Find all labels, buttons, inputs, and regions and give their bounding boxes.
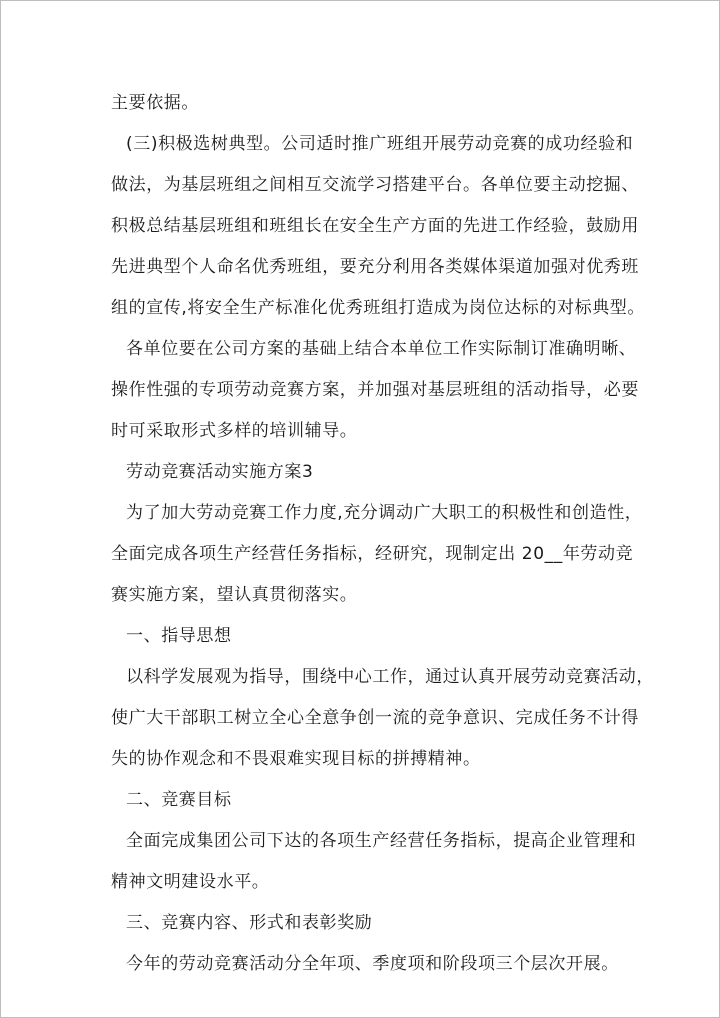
section-heading: 一、指导思想 xyxy=(126,626,232,646)
paragraph-start-line: 今年的劳动竞赛活动分全年项、季度项和阶段项三个层次开展。 xyxy=(126,954,619,974)
paragraph-start-line: 为了加大劳动竞赛工作力度,充分调动广大职工的积极性和创造性， xyxy=(126,503,643,523)
section-heading: 三、竞赛内容、形式和表彰奖励 xyxy=(126,913,373,933)
paragraph-start-line: 全面完成集团公司下达的各项生产经营任务指标，提高企业管理和 xyxy=(126,831,637,851)
body-line: 精神文明建设水平。 xyxy=(111,872,270,892)
body-line: 主要依据。 xyxy=(111,93,199,113)
body-line: 积极总结基层班组和班组长在安全生产方面的先进工作经验，鼓励用 xyxy=(111,216,639,236)
document-heading: 劳动竞赛活动实施方案3 xyxy=(126,462,314,482)
section-lead-line: (三)积极选树典型。公司适时推广班组开展劳动竞赛的成功经验和 xyxy=(126,134,634,154)
body-line: 失的协作观念和不畏艰难实现目标的拼搏精神。 xyxy=(111,749,481,769)
body-line: 全面完成各项生产经营任务指标，经研究，现制定出 20__年劳动竞 xyxy=(111,544,634,564)
body-line: 赛实施方案，望认真贯彻落实。 xyxy=(111,585,358,605)
paragraph-start-line: 各单位要在公司方案的基础上结合本单位工作实际制订准确明晰、 xyxy=(126,339,637,359)
body-line: 时可采取形式多样的培训辅导。 xyxy=(111,421,358,441)
body-line: 操作性强的专项劳动竞赛方案，并加强对基层班组的活动指导，必要 xyxy=(111,380,639,400)
paragraph-start-line: 以科学发展观为指导，围绕中心工作，通过认真开展劳动竞赛活动， xyxy=(126,667,654,687)
body-line: 先进典型个人命名优秀班组，要充分利用各类媒体渠道加强对优秀班 xyxy=(111,257,639,277)
section-heading: 二、竞赛目标 xyxy=(126,790,232,810)
body-line: 组的宣传,将安全生产标准化优秀班组打造成为岗位达标的对标典型。 xyxy=(111,298,646,318)
body-line: 做法，为基层班组之间相互交流学习搭建平台。各单位要主动挖掘、 xyxy=(111,175,639,195)
body-line: 使广大干部职工树立全心全意争创一流的竞争意识、完成任务不计得 xyxy=(111,708,639,728)
